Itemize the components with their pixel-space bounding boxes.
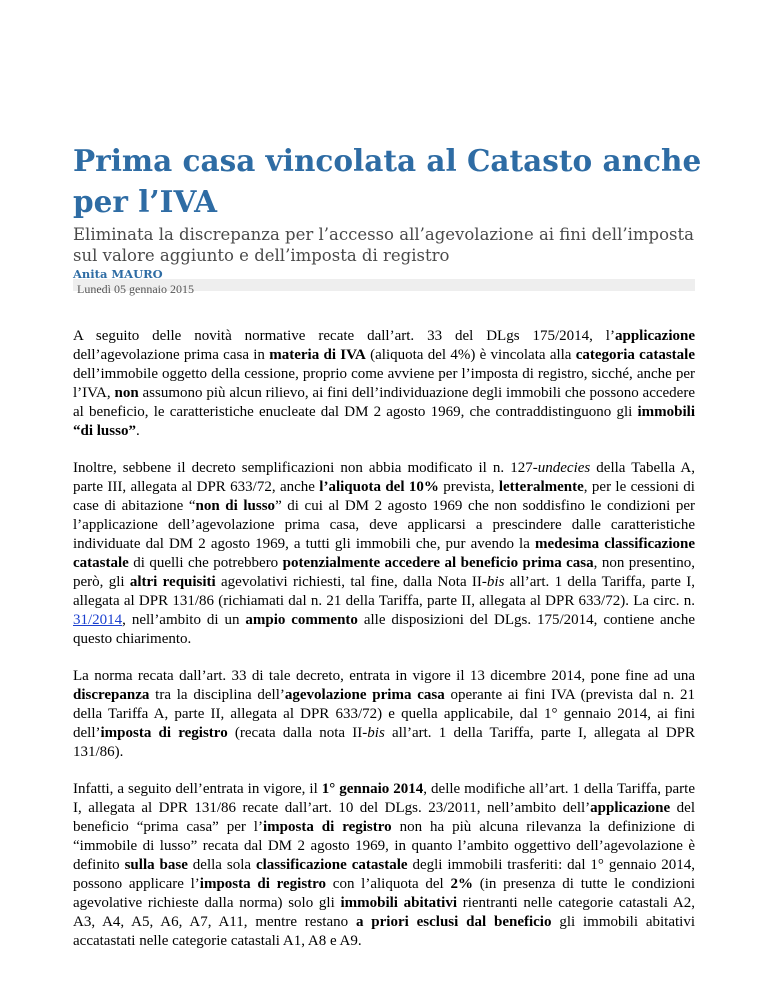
text-run: all’art. 1 della Tariffa, parte I, allegata al DPR 131/86). [73, 725, 696, 760]
text-run: della sola [187, 857, 256, 873]
article-date: Lunedì 05 gennaio 2015 [77, 282, 194, 296]
text-run: con l’aliquota del [326, 876, 451, 892]
text-run: ” di cui al DM 2 agosto 1969 che non soddisfino le condizioni per l’applicazione dell’agevolazione prima casa, deve applicarsi a prescindere dalle caratteristiche individuate dal DM 2 agosto 1969, a tutti gli immobili che, pur avendo la [73, 498, 695, 552]
bold-text: imposta di registro [199, 876, 327, 892]
bold-text: materia di IVA [269, 347, 366, 363]
article-subtitle: Eliminata la discrepanza per l’accesso all’agevolazione ai fini dell’imposta sul valore aggiunto e dell’imposta di registro [73, 225, 694, 265]
bold-text: discrepanza [73, 687, 150, 703]
text-run: dell’immobile oggetto della cessione, proprio come avviene per l’imposta di registro, sicché, anche per l’IVA, [73, 366, 695, 401]
text-run: gli immobili abitativi accatastati nelle categorie catastali A1, A8 e A9. [73, 914, 695, 949]
italic-text: bis [367, 725, 385, 741]
text-run: all’art. 1 della Tariffa, parte I, allegata al DPR 131/86 (richiamati dal n. 21 della Tariffa, parte II, allegata al DPR 633/72). La circ. n. [73, 574, 695, 609]
article-body [73, 327, 695, 969]
text-run: Infatti, a seguito dell’entrata in vigore, il [73, 781, 322, 797]
article-paragraph-2 [73, 459, 695, 649]
text-run: agevolativi richiesti, tal fine, dalla Nota II- [215, 574, 487, 590]
bold-text: non di lusso [195, 498, 276, 514]
text-run: La norma recata dall’art. 33 di tale decreto, entrata in vigore il 13 dicembre 2014, pone fine ad una [73, 668, 695, 684]
bold-text: l’aliquota del 10% [319, 479, 439, 495]
text-run: assumono più alcun rilievo, ai fini dell’individuazione degli immobili che possono accedere al beneficio, le caratteristiche enucleate dal DM 2 agosto 1969, che contraddistinguono gli [73, 385, 695, 420]
bold-text: agevolazione prima casa [284, 687, 445, 703]
text-run: (aliquota del 4%) è vincolata alla [365, 347, 576, 363]
text-run: del beneficio “prima casa” per l’ [73, 800, 696, 835]
article-paragraph-4 [73, 780, 695, 951]
text-run: Inoltre, sebbene il decreto semplificazioni non abbia modificato il n. 127- [73, 460, 538, 476]
text-run: , non presentino, però, gli [73, 555, 696, 590]
text-run: , per le cessioni di case di abitazione “ [73, 479, 695, 514]
bold-text: imposta di registro [262, 819, 392, 835]
text-run: della Tabella A, parte III, allegata al DPR 633/72, anche [73, 460, 696, 495]
text-run: rientranti nelle categorie catastali A2, A3, A4, A5, A6, A7, A11, mentre restano [73, 895, 696, 930]
bold-text: potenzialmente accedere al beneficio prima casa [282, 555, 594, 571]
bold-text: sulla base [124, 857, 188, 873]
text-run: degli immobili trasferiti: dal 1° gennaio 2014, possono applicare l’ [73, 857, 696, 892]
bold-text: non [114, 385, 139, 401]
text-run: alle disposizioni del DLgs. 175/2014, contiene anche questo chiarimento. [73, 612, 695, 647]
bold-text: altri requisiti [129, 574, 216, 590]
text-run: prevista, [438, 479, 499, 495]
circular-link[interactable]: 31/2014 [73, 612, 123, 628]
italic-text: undecies [537, 460, 591, 476]
text-run: dell’agevolazione prima casa in [73, 347, 270, 363]
bold-text: applicazione [590, 800, 671, 816]
text-run: (in presenza di tutte le condizioni agevolative richieste dalla norma) solo gli [73, 876, 695, 911]
text-run: (recata dalla nota II- [227, 725, 368, 741]
bold-text: classificazione catastale [255, 857, 408, 873]
bold-text: applicazione [614, 328, 695, 344]
bold-text: a priori esclusi dal beneficio [355, 914, 552, 930]
article-author: Anita MAURO [73, 267, 163, 281]
article-paragraph-1 [73, 327, 695, 441]
bold-text: ampio commento [245, 612, 358, 628]
bold-text: immobili abitativi [340, 895, 458, 911]
text-run: non ha più alcuna rilevanza la definizione di “immobile di lusso” recata dal DM 2 agosto 1969, in quanto l’ambito oggettivo dell’agevolazione è definito [73, 819, 696, 873]
text-run: , delle modifiche all’art. 1 della Tariffa, parte I, allegata al DPR 131/86 recate dall’art. 10 del DLgs. 23/2011, nell’ambito dell’ [73, 781, 695, 816]
bold-text: 2% [450, 876, 473, 892]
bold-text: imposta di registro [100, 725, 228, 741]
text-run: . [135, 423, 140, 439]
article-paragraph-3 [73, 667, 695, 762]
text-run: di quelli che potrebbero [128, 555, 283, 571]
text-run: , nell’ambito di un [122, 612, 246, 628]
article-title: Prima casa vincolata al Catasto anche per l’IVA [73, 143, 702, 219]
bold-text: immobili “di lusso” [73, 404, 695, 439]
bold-text: 1° gennaio 2014 [321, 781, 424, 797]
bold-text: medesima classificazione catastale [73, 536, 696, 571]
bold-text: categoria catastale [575, 347, 695, 363]
text-run: tra la disciplina dell’ [149, 687, 285, 703]
bold-text: letteralmente [498, 479, 584, 495]
text-run: operante ai fini IVA (prevista dal n. 21 della Tariffa A, parte II, allegata al DPR 633/72) e quella applicabile, dal 1° gennaio 2014, ai fini dell’ [73, 687, 695, 741]
italic-text: bis [486, 574, 505, 590]
text-run: A seguito delle novità normative recate dall’art. 33 del DLgs 175/2014, l’ [73, 328, 615, 344]
